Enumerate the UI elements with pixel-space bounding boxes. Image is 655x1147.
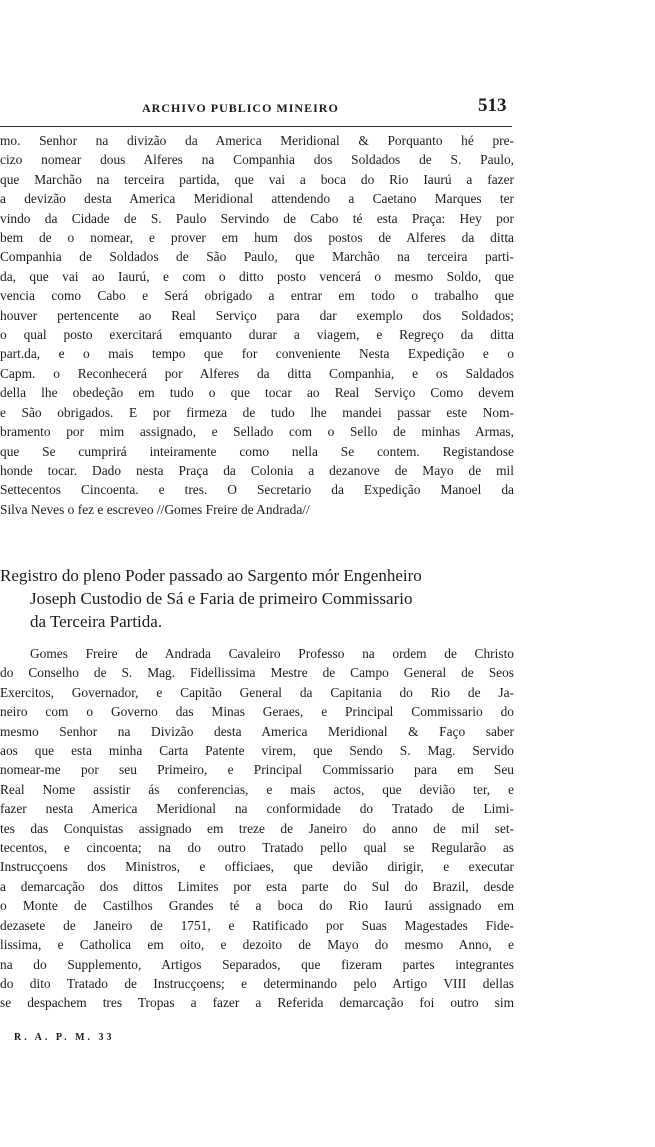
- section-heading: [0, 564, 514, 633]
- text-line: part.da, e o mais tempo que for conveniente Nesta Expedição e o: [0, 346, 514, 362]
- text-line: do Conselho de S. Mag. Fidellissima Mestre de Campo General de Seos: [0, 665, 514, 681]
- text-line: Settecentos Cincoenta. e tres. O Secretario da Expedição Manoel da: [0, 482, 514, 498]
- paragraph-nomination: [0, 131, 514, 519]
- text-line: lissima, e Catholica em oito, e dezoito de Mayo do mesmo Anno, e: [0, 937, 514, 953]
- text-line: na do Supplemento, Artigos Separados, que fizeram partes integrantes: [0, 956, 514, 972]
- header-rule: [0, 126, 512, 127]
- text-line: que Marchão na terceira partida, que vai a boca do Rio Iaurú a fazer: [0, 171, 514, 187]
- text-line: bramento por mim assignado, e Sellado com o Sello de minhas Armas,: [0, 424, 514, 440]
- text-line: o Monte de Castilhos Grandes té a boca do Rio Iaurú assignado em: [0, 898, 514, 914]
- text-line: a devizão desta America Meridional attendendo a Caetano Marques ter: [0, 191, 514, 207]
- text-line: bem de o nomear, e prover em hum dos postos de Alferes da ditta: [0, 230, 514, 246]
- text-line: vencia como Cabo e Será obrigado a entrar em todo o trabalho que: [0, 288, 514, 304]
- text-line: que Se cumprirá inteiramente como nella Se contem. Registandose: [0, 443, 514, 459]
- text-line: della lhe obedeção em tudo o que tocar ao Real Serviço Como devem: [0, 385, 514, 401]
- text-line: Capm. o Reconhecerá por Alferes da ditta Companhia, e os Saldados: [0, 365, 514, 381]
- running-header: [0, 92, 520, 128]
- text-line: nomear-me por seu Primeiro, e Principal Commissario para em Seu: [0, 762, 514, 778]
- heading-line: Joseph Custodio de Sá e Faria de primeiro Commissario: [30, 589, 413, 608]
- text-line: vindo da Cidade de S. Paulo Servindo de Cabo té esta Praça: Hey por: [0, 210, 514, 226]
- heading-line: Registro do pleno Poder passado ao Sargento mór Engenheiro: [0, 566, 422, 585]
- text-line: mo. Senhor na divizão da America Meridional & Porquanto hé pre-: [0, 133, 514, 148]
- paragraph-full-power: [0, 644, 514, 1013]
- text-line: mesmo Senhor na Divizão desta America Meridional & Faço saber: [0, 723, 514, 739]
- text-line: honde tocar. Dado nesta Praça da Colonia a dezanove de Mayo de mil: [0, 462, 514, 478]
- text-line: neiro com o Governo das Minas Geraes, e Principal Commissario do: [0, 704, 514, 720]
- text-line: houver pertencente ao Real Serviço para dar exemplo dos Soldados;: [0, 307, 514, 323]
- text-line: fazer nesta America Meridional na conformidade do Tratado de Limi-: [0, 801, 514, 817]
- text-line: dezasete de Janeiro de 1751, e Ratificado por Suas Magestades Fide-: [0, 917, 514, 933]
- text-line: do dito Tratado de Instrucçoens; e determinando pelo Artigo VIII dellas: [0, 975, 514, 991]
- text-line: tecentos, e cincoenta; na do outro Tratado pello qual se Regularão as: [0, 840, 514, 856]
- text-line: a demarcação dos dittos Limites por esta parte do Sul do Brazil, desde: [0, 878, 514, 894]
- text-line: Companhia de Soldados de São Paulo, que Marchão na terceira parti-: [0, 249, 514, 265]
- text-line: se despachem tres Tropas a fazer a Referida demarcação foi outro sim: [0, 995, 514, 1011]
- text-line: Exercitos, Governador, e Capitão General da Capitania do Rio de Ja-: [0, 684, 514, 700]
- page-signature: R. A. P. M. 33: [14, 1032, 115, 1043]
- page-number: 513: [478, 95, 507, 116]
- text-line: tes das Conquistas assignado em treze de Janeiro do anno de mil set-: [0, 820, 514, 836]
- text-line: da, que vai ao Iaurú, e com o ditto posto vencerá o mesmo Soldo, que: [0, 268, 514, 284]
- text-line: Instrucçoens dos Ministros, e officiaes, que devião dirigir, e executar: [0, 859, 514, 875]
- text-line: cizo nomear dous Alferes na Companhia dos Soldados de S. Paulo,: [0, 152, 514, 168]
- text-line: aos que esta minha Carta Patente virem, que Sendo S. Mag. Servido: [0, 743, 514, 759]
- text-line: Real Nome assistir ás conferencias, e mais actos, que devião ter, e: [0, 781, 514, 797]
- text-line: e São obrigados. E por firmeza de tudo lhe mandei passar este Nom-: [0, 404, 514, 420]
- text-line: Silva Neves o fez e escreveo //Gomes Freire de Andrada//: [0, 501, 310, 517]
- heading-line: da Terceira Partida.: [30, 612, 163, 631]
- text-line: Gomes Freire de Andrada Cavaleiro Professo na ordem de Christo: [30, 646, 514, 661]
- text-line: o qual posto exercitará emquanto durar a viagem, e Regreço da ditta: [0, 327, 514, 343]
- running-title: ARCHIVO PUBLICO MINEIRO: [142, 101, 339, 115]
